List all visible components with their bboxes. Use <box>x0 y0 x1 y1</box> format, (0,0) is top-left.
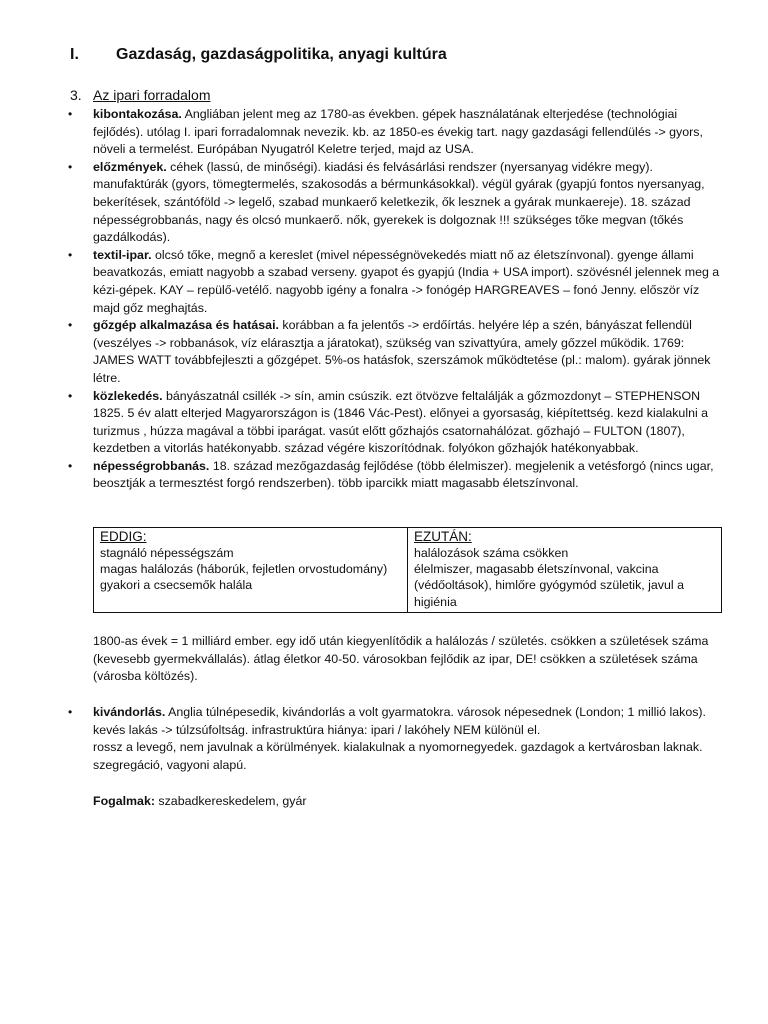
list-item <box>0 388 768 458</box>
item-text: Anglia túlnépesedik, kivándorlás a volt gyarmatokra. városok népesednek (London; 1 millió lakos). kevés lakás -> túlzsúfoltság. infrastruktúra hiánya: ipari / lakóhely NEM különül el. <box>93 705 706 737</box>
concepts-line <box>93 793 729 811</box>
item-term: kibontakozása. <box>93 107 182 121</box>
table-row <box>94 528 722 613</box>
item-term: népességrobbanás. <box>93 458 210 473</box>
section-heading <box>70 44 447 66</box>
item-text: rossz a levegő, nem javulnak a körülmények. kialakulnak a nyomornegyedek. gazdagok a kertvárosban laknak. szegregáció, vagyoni alapú. <box>93 740 703 772</box>
item-term: textil-ipar. <box>93 247 152 262</box>
bullet-icon: • <box>68 458 73 473</box>
item-term: közlekedés. <box>93 388 163 403</box>
item-text: céhek (lassú, de minőségi). kiadási és felvásárlási rendszer (nyersanyag vidékre megy). manufaktúrák (gyors, tömegtermelés, szakosodás a bérmunkásokkal). végül gyárak (gyapjú fontos nyersanyag, bekerítések, szántóföld -> legelő, szabad munkaerő keletkezik, ők lesznek a gyárak munkaereje). 18. század népességrobbanás, nagy és olcsó munkaerő. nők, gyerekek is dolgoznak !!! szükséges tőke megvan (tőkés gazdálkodás). <box>93 159 705 245</box>
table-line: gyakori a csecsemők halála <box>100 578 253 593</box>
migration-list <box>0 704 768 774</box>
subsection-title: Az ipari forradalom <box>93 87 211 103</box>
item-term: előzmények. <box>93 159 167 174</box>
topic-list <box>0 106 768 493</box>
item-text: korábban a fa jelentős -> erdőírtás. helyére lép a szén, bányászat fellendül (veszélyes -> robbanások, víz elárasztja a járatokat), szükség van szivattyúra, amely gőzzel működik. 1769: JAMES WATT továbbfejleszti a gőzgépet. 5%-os hatásfok, szerszámok működtetése (pl.: malom). gyárak jönnek létre. <box>93 318 711 385</box>
item-text: olcsó tőke, megnő a kereslet (mivel népességnövekedés miatt nő az életszínvonal). gyenge állami beavatkozás, emiatt nagyobb a szabad verseny. gyapot és gyapjú (India + USA import). szövésnél jelennek meg a kézi-gépek. KAY – repülő-vetélő. nagyobb igény a fonalra -> fonógép HARGREAVES – fonó Jenny. először víz majd gőz meghajtás. <box>93 247 720 315</box>
column-header-before: EDDIG: <box>100 529 147 544</box>
table-line: halálozások száma csökken <box>414 546 569 560</box>
table-cell-after <box>408 528 722 613</box>
item-term: gőzgép alkalmazása és hatásai. <box>93 318 279 333</box>
column-header-after: EZUTÁN: <box>414 529 472 544</box>
table-line: élelmiszer, magasabb életszínvonal, vakcina (védőoltások), himlőre gyógymód születik, javul a higiénia <box>414 562 684 609</box>
bullet-icon: • <box>68 388 73 403</box>
table-line: magas halálozás (háborúk, fejletlen orvostudomány) <box>100 562 388 577</box>
population-paragraph: 1800-as évek = 1 milliárd ember. egy idő után kiegyenlítődik a halálozás / születés. csökken a születések száma (kevesebb gyermekvállalás). átlag életkor 40-50. városokban fejlődik az ipar, DE! csökken a születések száma (városba költözés). <box>93 634 709 684</box>
bullet-icon: • <box>68 705 73 719</box>
list-item <box>0 247 768 317</box>
bullet-icon: • <box>68 247 73 262</box>
item-text: 18. század mezőgazdaság fejlődése (több élelmiszer). megjelenik a vetésforgó (nincs ugar, beosztják a termesztést forgó rendszerben). több iparcikk miatt magasabb életszínvonal. <box>93 458 714 491</box>
item-term: kivándorlás. <box>93 705 166 719</box>
section-number: I. <box>70 46 79 63</box>
table-line: stagnáló népességszám <box>100 546 234 560</box>
item-text: bányászatnál csillék -> sín, amin csúszik. ezt ötvözve feltalálják a gőzmozdonyt – STEPHENSON 1825. 5 év alatt elterjed Magyarországon is (1846 Vác-Pest). előnyei a gyorsaság, kiépítettség. kezd kialakulni a turizmus , húzza magával a többi iparágat. vasút előtt gőzhajós csatornahálózat. gőzhajó – FULTON (1807), kezdetben a vitorlás hatékonyabb. század végére kiszorítódnak. folyókon gőzhajók hatékonyabbak. <box>93 388 709 456</box>
concepts-label: Fogalmak: <box>93 794 155 808</box>
bullet-icon: • <box>68 107 73 121</box>
bullet-icon: • <box>68 159 73 174</box>
list-item <box>0 704 768 774</box>
list-item <box>0 317 768 387</box>
concepts-text: szabadkereskedelem, gyár <box>154 794 307 808</box>
bullet-icon: • <box>68 318 73 333</box>
list-item <box>0 106 768 159</box>
subsection-heading <box>70 86 211 104</box>
list-item <box>0 159 768 247</box>
list-item <box>0 458 768 493</box>
table-cell-before <box>94 528 408 613</box>
comparison-table <box>93 527 722 613</box>
item-text: Angliában jelent meg az 1780-as években. gépek használatának elterjedése (technológiai fejlődés). utólag I. ipari forradalomnak nevezik. kb. az 1850-es évekig tart. nagy gazdasági fellendülés -> gyors, növeli a termelést. Európában Nyugatról Keletre terjed, majd az USA. <box>93 107 703 157</box>
section-title: Gazdaság, gazdaságpolitika, anyagi kultúra <box>116 46 447 63</box>
subsection-number: 3. <box>70 87 82 103</box>
